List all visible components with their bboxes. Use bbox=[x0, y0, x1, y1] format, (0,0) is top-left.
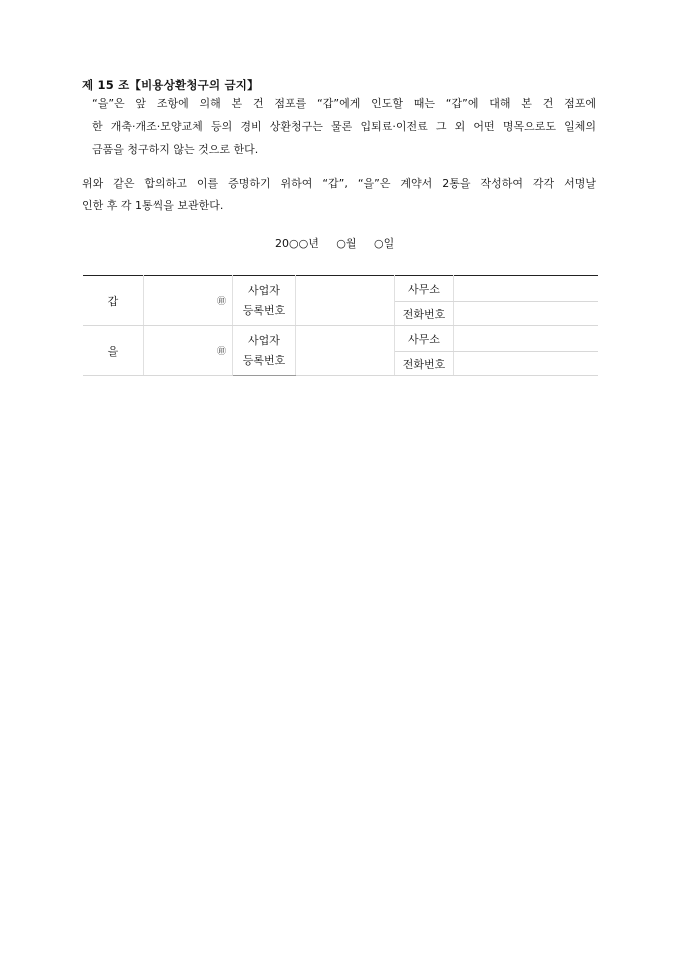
article-title: 제 15 조【비용상환청구의 금지】 bbox=[82, 78, 259, 92]
office-field[interactable] bbox=[454, 276, 599, 302]
business-number-label bbox=[233, 326, 296, 376]
seal-mark: ㊞ bbox=[144, 326, 233, 376]
business-number-field[interactable] bbox=[296, 276, 395, 326]
office-field[interactable] bbox=[454, 326, 599, 352]
article-body-line: “을”은 앞 조항에 의해 본 건 점포를 “갑”에게 인도할 때는 “갑”에 대해 본 건 점포에 bbox=[92, 97, 596, 110]
office-label: 사무소 bbox=[395, 276, 454, 302]
business-label-line1: 사업자 bbox=[248, 283, 280, 297]
business-number-label bbox=[233, 276, 296, 326]
business-number-field[interactable] bbox=[296, 326, 395, 376]
signature-table bbox=[83, 275, 598, 376]
article-body-line: 금품을 청구하지 않는 것으로 한다. bbox=[92, 143, 259, 156]
office-label: 사무소 bbox=[395, 326, 454, 352]
phone-field[interactable] bbox=[454, 352, 599, 376]
business-label-line2: 등록번호 bbox=[242, 303, 286, 317]
article-body-line: 한 개축·개조·모양교체 등의 경비 상환청구는 물론 입퇴료·이전료 그 외 어떤 명목으로도 일체의 bbox=[92, 120, 596, 133]
phone-label: 전화번호 bbox=[395, 352, 454, 376]
party-name: 을 bbox=[83, 326, 144, 376]
agreement-line: 위와 같은 합의하고 이를 증명하기 위하여 “갑”, “을”은 계약서 2통을 작성하여 각각 서명날 bbox=[82, 177, 596, 190]
business-label-line2: 등록번호 bbox=[242, 353, 286, 367]
phone-label: 전화번호 bbox=[395, 302, 454, 326]
phone-field[interactable] bbox=[454, 302, 599, 326]
contract-date: 20○○년 ○월 ○일 bbox=[275, 237, 395, 250]
seal-mark: ㊞ bbox=[144, 276, 233, 326]
business-label-line1: 사업자 bbox=[248, 333, 280, 347]
agreement-line: 인한 후 각 1통씩을 보관한다. bbox=[82, 199, 224, 212]
party-name: 갑 bbox=[83, 276, 144, 326]
